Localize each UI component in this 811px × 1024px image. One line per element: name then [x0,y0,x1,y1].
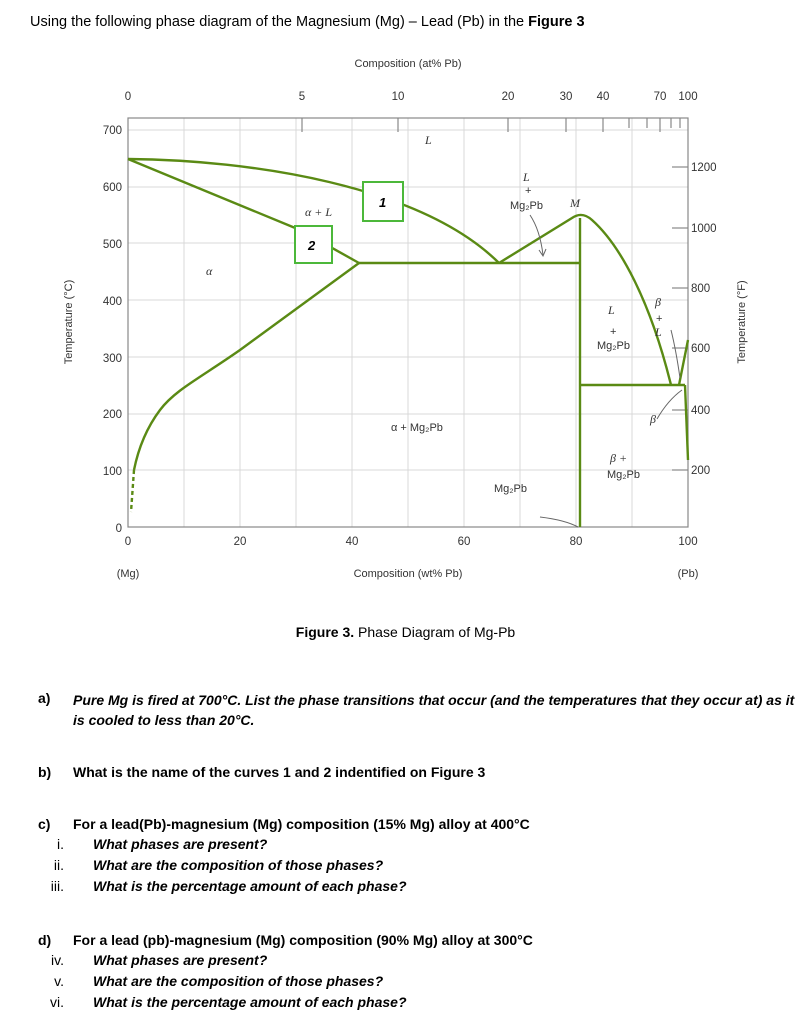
region-plus: + [610,326,617,338]
region-mg2pb: Mg₂Pb [510,200,544,212]
top-tick: 10 [391,91,405,103]
sub-question: What phases are present? [93,836,268,852]
top-tick: 5 [298,91,306,103]
top-tick: 30 [559,91,573,103]
left-tick: 200 [102,409,122,421]
region-beta: β [655,295,661,309]
sub-number: iii. [50,878,64,894]
top-tick: 40 [596,91,610,103]
region-plus: + [525,185,532,197]
curve-box-2 [295,226,332,263]
figure-ref: Figure 3 [528,14,585,30]
caption-label: Figure 3. [295,624,355,640]
right-tick-labels [691,162,717,477]
left-tick: 100 [102,466,122,478]
question-label: a) [38,690,51,706]
top-axis-title: Composition (at% Pb) [354,58,462,70]
svg-text:2: 2 [308,238,316,253]
sub-number: iv. [51,952,64,968]
question-text: Pure Mg is fired at 700°C. List the phase transitions that occur (and the temperatures that they occur at) as it is cooled to less than 20°C. [73,692,795,728]
bottom-tick: 40 [345,536,359,548]
right-tick: 1200 [691,162,717,174]
bottom-tick: 20 [233,536,247,548]
right-tick: 200 [691,465,711,477]
left-tick-labels [103,125,122,535]
region-beta-label: β [650,412,656,426]
region-beta-plus: β + [610,451,628,465]
mg-end-label: (Mg) [116,568,140,580]
pb-liquidus [679,340,688,385]
question-text: For a lead (pb)-magnesium (Mg) composition (90% Mg) alloy at 300°C [73,932,533,948]
question-text: For a lead(Pb)-magnesium (Mg) composition (15% Mg) alloy at 400°C [73,816,530,832]
intro-sentence: Using the following phase diagram of the Magnesium (Mg) – Lead (Pb) in the [30,14,529,30]
region-alpha-mg2pb: α + Mg₂Pb [391,422,443,434]
bottom-tick: 80 [569,536,583,548]
left-tick: 600 [102,182,122,194]
mg2pb-compound-label: Mg₂Pb [494,483,528,495]
question-label: d) [38,932,52,948]
right-tick: 600 [691,343,711,355]
left-tick: 400 [102,296,122,308]
curve-box-1 [363,182,403,221]
region-L-right: L [608,303,615,317]
sub-question: What is the percentage amount of each phase? [93,878,407,894]
question-label: b) [38,764,52,780]
right-tick: 400 [691,405,711,417]
top-ticks [302,118,688,470]
region-plus: + [656,313,663,325]
solvus-dashed [131,470,134,512]
caption-text: Phase Diagram of Mg-Pb [354,624,516,640]
region-L: L [425,133,432,147]
solvus [134,263,359,470]
left-tick: 700 [102,125,122,137]
left-tick: 0 [115,523,122,535]
region-mg2pb: Mg₂Pb [597,340,631,352]
region-mg2pb: Mg₂Pb [607,469,641,481]
region-L-small: L [655,325,662,339]
left-tick: 300 [102,353,122,365]
bottom-tick: 60 [457,536,471,548]
top-tick: 20 [501,91,515,103]
sub-number: i. [57,836,64,852]
grid [128,118,688,527]
bottom-tick: 0 [124,536,132,548]
bottom-tick-labels [125,536,698,548]
sub-question: What phases are present? [93,952,268,968]
sub-number: vi. [50,994,64,1010]
sub-number: v. [54,973,64,989]
top-tick: 70 [653,91,667,103]
question-text: What is the name of the curves 1 and 2 indentified on Figure 3 [73,764,486,780]
sub-number: ii. [53,857,64,873]
top-tick: 100 [678,91,698,103]
bottom-tick: 100 [678,536,698,548]
sub-question: What are the composition of those phases? [93,857,384,873]
right-tick: 800 [691,283,711,295]
left-axis-title: Temperature (°C) [63,279,75,365]
top-tick: 0 [124,91,132,103]
bottom-axis-title: Composition (wt% Pb) [353,568,463,580]
sub-question: What are the composition of those phases? [93,973,384,989]
right-axis-title: Temperature (°F) [736,280,748,364]
pb-end-label: (Pb) [677,568,699,580]
figure-caption [0,624,811,640]
left-tick: 500 [102,239,122,251]
svg-text:1: 1 [379,195,387,210]
region-L-upper: L [523,170,530,184]
right-tick: 1000 [691,223,717,235]
congruent-point-M: M [570,196,580,210]
region-alpha-L: α + L [305,205,333,219]
question-label: c) [38,816,51,832]
sub-question: What is the percentage amount of each phase? [93,994,407,1010]
region-alpha: α [206,264,213,278]
top-tick-labels [125,91,698,103]
